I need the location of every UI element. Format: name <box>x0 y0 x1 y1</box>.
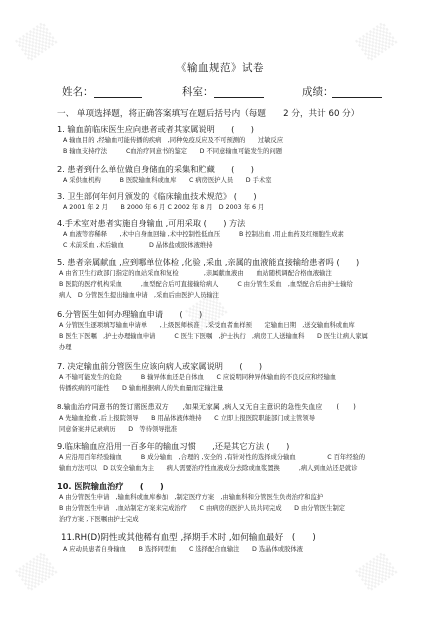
question-options: A 输血目的 ,经输血可能传播的疾病 ,同种免疫反应及不可预测的 过敏反应 B 输血支持疗法 C血治疗同意书的鉴定 D 不同意输血可能发生的问题 <box>63 137 284 155</box>
question-stem: 3. 卫生部何年何月颁发的《临床输血技术规范》 ( ) <box>57 191 257 201</box>
name-field[interactable] <box>94 97 142 98</box>
watermark: ▒▒ <box>355 552 398 593</box>
question-9 <box>57 441 387 474</box>
score-field[interactable] <box>332 97 382 98</box>
score-label: 成绩： <box>302 86 334 98</box>
question-options: A 分管医生逐项填写输血申请单 ,上级医师核准 ,采受血者血样预 定输血日期 ,送交输血科或血库 B 医生下医嘱 ,护士办理输血申请 C 医生下医嘱 ,护士执行 ,病房工人送输血科 D 医生让病人家属 办理 <box>59 322 368 351</box>
question-stem: 10. 医院输血治疗 ( ) <box>57 481 164 491</box>
question-6 <box>57 309 387 353</box>
question-stem: 8.输血治疗同意书的签订需医患双方 ,如果无家属 ,病人又无自主意识的急性失血应 ( ) <box>57 403 356 411</box>
question-stem: 2. 患者到什么单位做自身储血的采集和贮藏 ( ) <box>57 164 254 174</box>
dept-label: 科室： <box>182 86 214 98</box>
question-4 <box>57 218 387 251</box>
question-8 <box>57 402 387 435</box>
question-stem: 11.RH(D)阴性或其他稀有血型 ,择期手术时 ,如何输血最好 ( ) <box>61 533 316 543</box>
question-stem: 7. 决定输血前分管医生应该向病人或家属说明 ( ) <box>57 361 263 371</box>
question-stem: 1. 输血前临床医生应向患者或者其家属说明 ( ) <box>57 124 254 134</box>
question-stem: 9.临床输血应沿用一百多年的输血习惯 ,还是其它方法 ( ) <box>57 441 290 451</box>
name-label: 姓名： <box>62 86 94 98</box>
watermark: ▒▒ <box>185 292 228 333</box>
question-10 <box>57 481 387 525</box>
question-11 <box>57 533 387 555</box>
watermark: ▒▒ <box>15 552 58 593</box>
question-options: A 由分管医生申请 ,输血科或血库参加 ,制定医疗方案 ,由输血科和分管医生负责治疗和监护 B 由分管医生申请 ,血站制定方案来完成治疗 C 由病房的医护人员共同完成 D 由分管医生制定 治疗方案 ,下医嘱由护士完成 <box>59 494 346 523</box>
question-1 <box>57 124 387 157</box>
question-options: A 采供血机构 B 医院输血科或血库 C 病房医护人员 D 手术室 <box>63 177 272 184</box>
question-options: A 应沿用百年经验输血 B 成分输血 ,合理的 ,安全的 ,有针对性的选择成分输血 C 百年经验的 输血方法可以 D 以安全输血为主 病人需要治疗性血液成分去除或血浆置换 ,病人到血站还是就诊 <box>59 454 366 472</box>
student-info-row <box>62 84 392 98</box>
question-options: A 先输血抢救 ,后上报院领导 B 用晶体液体维持 C 立即上报医院职能部门或主管领导 同意备案并记录病历 D 等待领导批准 <box>59 415 316 433</box>
question-options: A 由省卫生行政部门指定的血站采血和复检 ,亲属献血液由 血站随机调配合格血液输注 B 医院的医疗机构采血 ,血型配合后可直接输给病人 C 由分管生采血 ,血型配合后由护士输给 病人 D 分管医生提出输血申请 ,采血后由医护人员输注 <box>59 270 353 299</box>
page-title: 《输血规范》试卷 <box>176 62 264 74</box>
dept-field[interactable] <box>214 97 264 98</box>
question-stem: 5. 患者亲属献血 ,应到哪单位体检 ,化验 ,采血 ,亲属的血液能直接输给患者吗 ( ) <box>57 257 360 267</box>
section-heading: 一、 单项选择题，将正确答案填写在题后括号内（每题 2 分，共计 60 分） <box>57 109 360 119</box>
question-7 <box>57 361 387 394</box>
question-options: A 2001 年 2 月 B 2000 年 6 月 C 2002 年 8 月 D 2003 年 6 月 <box>63 204 265 211</box>
question-options: A 不输可能发生的危险 B 输异体血还是自体血 C 应说明同种异体输血的不良反应和经输血 传播疾病的可能性 D 输血根据病人的失血量而定输注量 <box>59 374 337 392</box>
question-3 <box>57 191 387 213</box>
question-stem: 4.手术室对患者实施自身输血 ,可用采取 ( ) 方法 <box>57 218 246 228</box>
watermark: ▒▒ <box>15 22 58 63</box>
question-options: A 应动员患者自身输血 B 选择同型血 C 选择配合血输注 D 选晶体或胶体液 <box>63 546 303 553</box>
question-5 <box>57 257 387 301</box>
question-stem: 6.分管医生如何办理输血申请 ( ) <box>57 309 203 319</box>
question-2 <box>57 164 387 186</box>
watermark: ▒▒ <box>355 22 398 63</box>
question-options: A 血液等容稀释 ,术中自身血回输 ,术中控制性低血压 B 控制出血 ,用止血药及红细胞生成素 C 术前采血 ,术后输血 D 晶体盐或胶体液维持 <box>63 231 344 249</box>
